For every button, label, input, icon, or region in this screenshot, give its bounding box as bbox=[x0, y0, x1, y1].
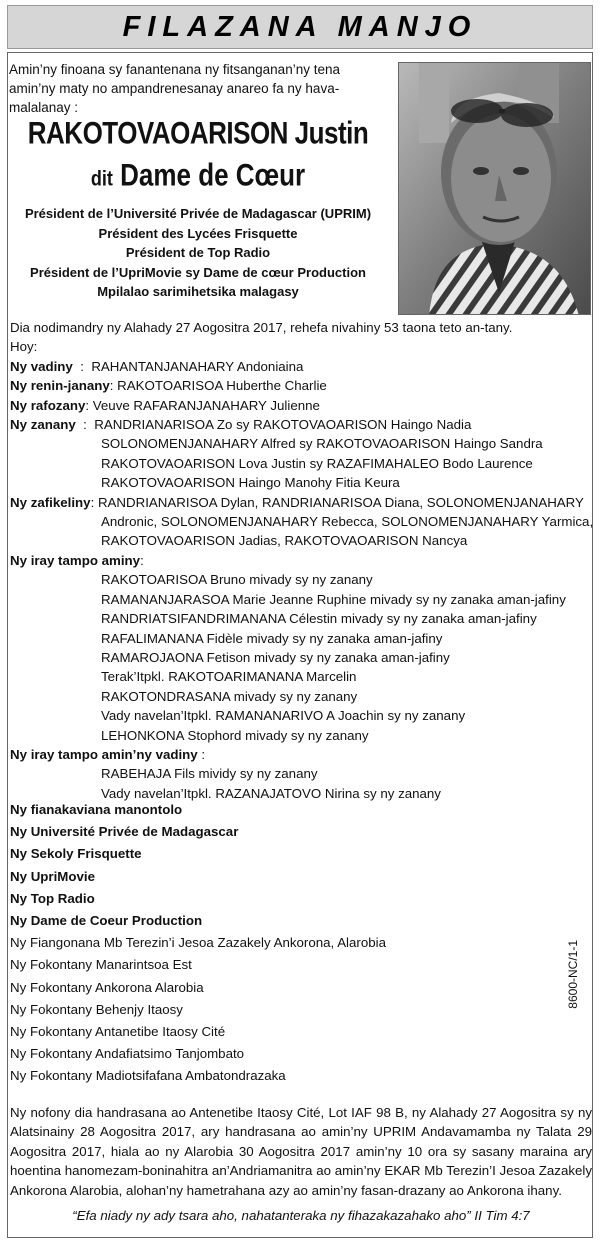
iray-tampo-sep: : bbox=[140, 552, 144, 568]
zafikeliny-sep: : bbox=[90, 494, 98, 510]
zanany-label: Ny zanany bbox=[10, 417, 76, 433]
zafikeliny-item: Andronic, SOLONOMENJANAHARY Rebecca, SOLONOMENJANAHARY Yarmica, bbox=[101, 514, 594, 530]
rafozany-row bbox=[10, 396, 594, 415]
death-notice: Dia nodimandry ny Alahady 27 Aogositra 2017, rehefa nivahiny 53 taona teto an-tany. bbox=[10, 320, 513, 335]
rafozany-value: Veuve RAFARANJANAHARY Julienne bbox=[92, 397, 320, 413]
zanany-item: SOLONOMENJANAHARY Alfred sy RAKOTOVAOARISON Haingo Sandra bbox=[101, 436, 543, 452]
intro-text: Amin’ny finoana sy fanantenana ny fitsanganan’ny tena amin’ny maty no ampandrenesanay anareo fa ny hava-malalanay : bbox=[9, 62, 340, 115]
zafikeliny-item: RAKOTOVAOARISON Jadias, RAKOTOVAOARISON Nancya bbox=[101, 533, 468, 549]
rafozany-label: Ny rafozany bbox=[10, 397, 86, 413]
renin-janany-value: RAKOTOARISOA Huberthe Charlie bbox=[117, 378, 327, 394]
renin-janany-label: Ny renin-janany bbox=[10, 378, 110, 394]
zanany-item: RAKOTOVAOARISON Lova Justin sy RAZAFIMAHALEO Bodo Laurence bbox=[101, 455, 533, 471]
vadiny-value: RAHANTANJANAHARY Andoniaina bbox=[91, 358, 304, 374]
zanany-row bbox=[10, 415, 594, 434]
iray-tampo-item: RAFALIMANANA Fidèle mivady sy ny zanaka aman-jafiny bbox=[101, 630, 443, 646]
titles-list bbox=[10, 204, 386, 302]
vadiny-sep: : bbox=[72, 358, 92, 374]
title-line: Président de l’Université Privée de Madagascar (UPRIM) bbox=[24, 206, 372, 221]
org-regular: Ny Fokontany Andafiatsimo Tanjombato bbox=[10, 1046, 245, 1062]
iray-tampo-item: Vady navelan’Itpkl. RAMANANARIVO A Joachin sy ny zanany bbox=[101, 708, 466, 724]
zafikeliny-label: Ny zafikeliny bbox=[10, 494, 91, 510]
portrait-photo bbox=[398, 62, 591, 315]
title-line: Mpilalao sarimihetsika malagasy bbox=[97, 284, 299, 299]
zanany-sep: : bbox=[75, 417, 95, 433]
org-regular: Ny Fokontany Behenjy Itaosy bbox=[10, 1001, 183, 1017]
family-list bbox=[10, 318, 594, 803]
iray-tampo-row bbox=[10, 551, 594, 570]
iray-tampo-item: Terak’Itpkl. RAKOTOARIMANANA Marcelin bbox=[101, 669, 357, 685]
iray-tampo-vadiny-row bbox=[10, 745, 594, 764]
iray-tampo-item: RAKOTOARISOA Bruno mivady sy ny zanany bbox=[101, 572, 373, 588]
zafikeliny-value: RANDRIANARISOA Dylan, RANDRIANARISOA Diana, SOLONOMENJANAHARY bbox=[97, 494, 584, 510]
iray-tampo-item: RAKOTONDRASANA mivady sy ny zanany bbox=[101, 688, 358, 704]
rafozany-sep: : bbox=[85, 397, 93, 413]
hoy-label: Hoy: bbox=[10, 339, 38, 355]
deceased-alias bbox=[10, 157, 386, 194]
org-regular: Ny Fiangonana Mb Terezin’i Jesoa Zazakely Ankorona, Alarobia bbox=[10, 935, 386, 951]
org-bold: Ny fianakaviana manontolo bbox=[10, 802, 183, 817]
alias-dit: dit bbox=[90, 166, 113, 191]
org-regular: Ny Fokontany Ankorona Alarobia bbox=[10, 979, 204, 995]
org-bold: Ny Université Privée de Madagascar bbox=[10, 824, 239, 840]
banner-title: FILAZANA MANJO bbox=[122, 10, 478, 43]
zafikeliny-row bbox=[10, 493, 594, 512]
renin-janany-sep: : bbox=[109, 378, 118, 394]
organizations-list bbox=[10, 799, 570, 1088]
reference-code: 8600-NC/1-1 bbox=[566, 940, 580, 1009]
iray-tampo-vadiny-item: RABEHAJA Fils mividy sy ny zanany bbox=[101, 766, 318, 782]
alias-name: Dame de Cœur bbox=[120, 156, 306, 193]
iray-tampo-label: Ny iray tampo aminy bbox=[10, 552, 141, 568]
org-regular: Ny Fokontany Antanetibe Itaosy Cité bbox=[10, 1024, 226, 1040]
org-regular: Ny Fokontany Madiotsifafana Ambatondrazaka bbox=[10, 1068, 286, 1084]
iray-tampo-vadiny-sep: : bbox=[197, 746, 206, 762]
vadiny-row bbox=[10, 357, 594, 376]
iray-tampo-item: LEHONKONA Stophord mivady sy ny zanany bbox=[101, 727, 369, 743]
iray-tampo-item: RAMAROJAONA Fetison mivady sy ny zanaka aman-jafiny bbox=[101, 649, 450, 665]
vadiny-label: Ny vadiny bbox=[10, 358, 73, 374]
org-bold: Ny Sekoly Frisquette bbox=[10, 846, 142, 862]
iray-tampo-vadiny-label: Ny iray tampo amin’ny vadiny bbox=[10, 746, 198, 762]
title-line: Président des Lycées Frisquette bbox=[98, 225, 298, 241]
iray-tampo-vadiny-item: Vady navelan’Itpkl. RAZANAJATOVO Nirina sy ny zanany bbox=[101, 785, 441, 801]
org-regular: Ny Fokontany Manarintsoa Est bbox=[10, 957, 192, 973]
title-line: Président de l’UpriMovie sy Dame de cœur Production bbox=[30, 264, 366, 280]
renin-janany-row bbox=[10, 376, 594, 395]
org-bold: Ny Top Radio bbox=[10, 890, 95, 906]
iray-tampo-item: RAMANANJARASOA Marie Jeanne Ruphine mivady sy ny zanaka aman-jafiny bbox=[101, 591, 566, 607]
iray-tampo-item: RANDRIATSIFANDRIMANANA Célestin mivady sy ny zanaka aman-jafiny bbox=[101, 611, 537, 627]
org-bold: Ny Dame de Coeur Production bbox=[10, 913, 203, 929]
org-bold: Ny UpriMovie bbox=[10, 868, 95, 884]
bible-quote: “Efa niady ny ady tsara aho, nahatanteraka ny fihazakazahako aho” II Tim 4:7 bbox=[72, 1208, 530, 1223]
zanany-item: RAKOTOVAOARISON Haingo Manohy Fitia Keura bbox=[101, 475, 400, 491]
banner bbox=[7, 5, 593, 49]
deceased-name: RAKOTOVAOARISON Justin bbox=[27, 114, 369, 151]
funeral-arrangements: Ny nofony dia handrasana ao Antenetibe Itaosy Cité, Lot IAF 98 B, ny Alahady 27 Aogositra sy ny Alatsinainy 28 Aogositra 2017, ary handrasana ao amin’ny UPRIM Andavamamba ny Talata 29 Aogositra 2017, hiala ao ny Alarobia 30 Aogositra 2017 amin’ny 10 ora sy sasany maraina ary hoentina hanomezam-boninahitra an’Andriamanitra ao amin’ny EKAR Mb Terezin’I Jesoa Zazakely Ankorona Alarobia, alohan’ny hametrahana azy ao amin’ny fasan-drazany ao Ankorona ihany. bbox=[10, 1105, 592, 1198]
portrait-illustration bbox=[399, 63, 591, 315]
zanany-value: RANDRIANARISOA Zo sy RAKOTOVAOARISON Haingo Nadia bbox=[94, 417, 472, 433]
title-line: Président de Top Radio bbox=[125, 245, 271, 260]
